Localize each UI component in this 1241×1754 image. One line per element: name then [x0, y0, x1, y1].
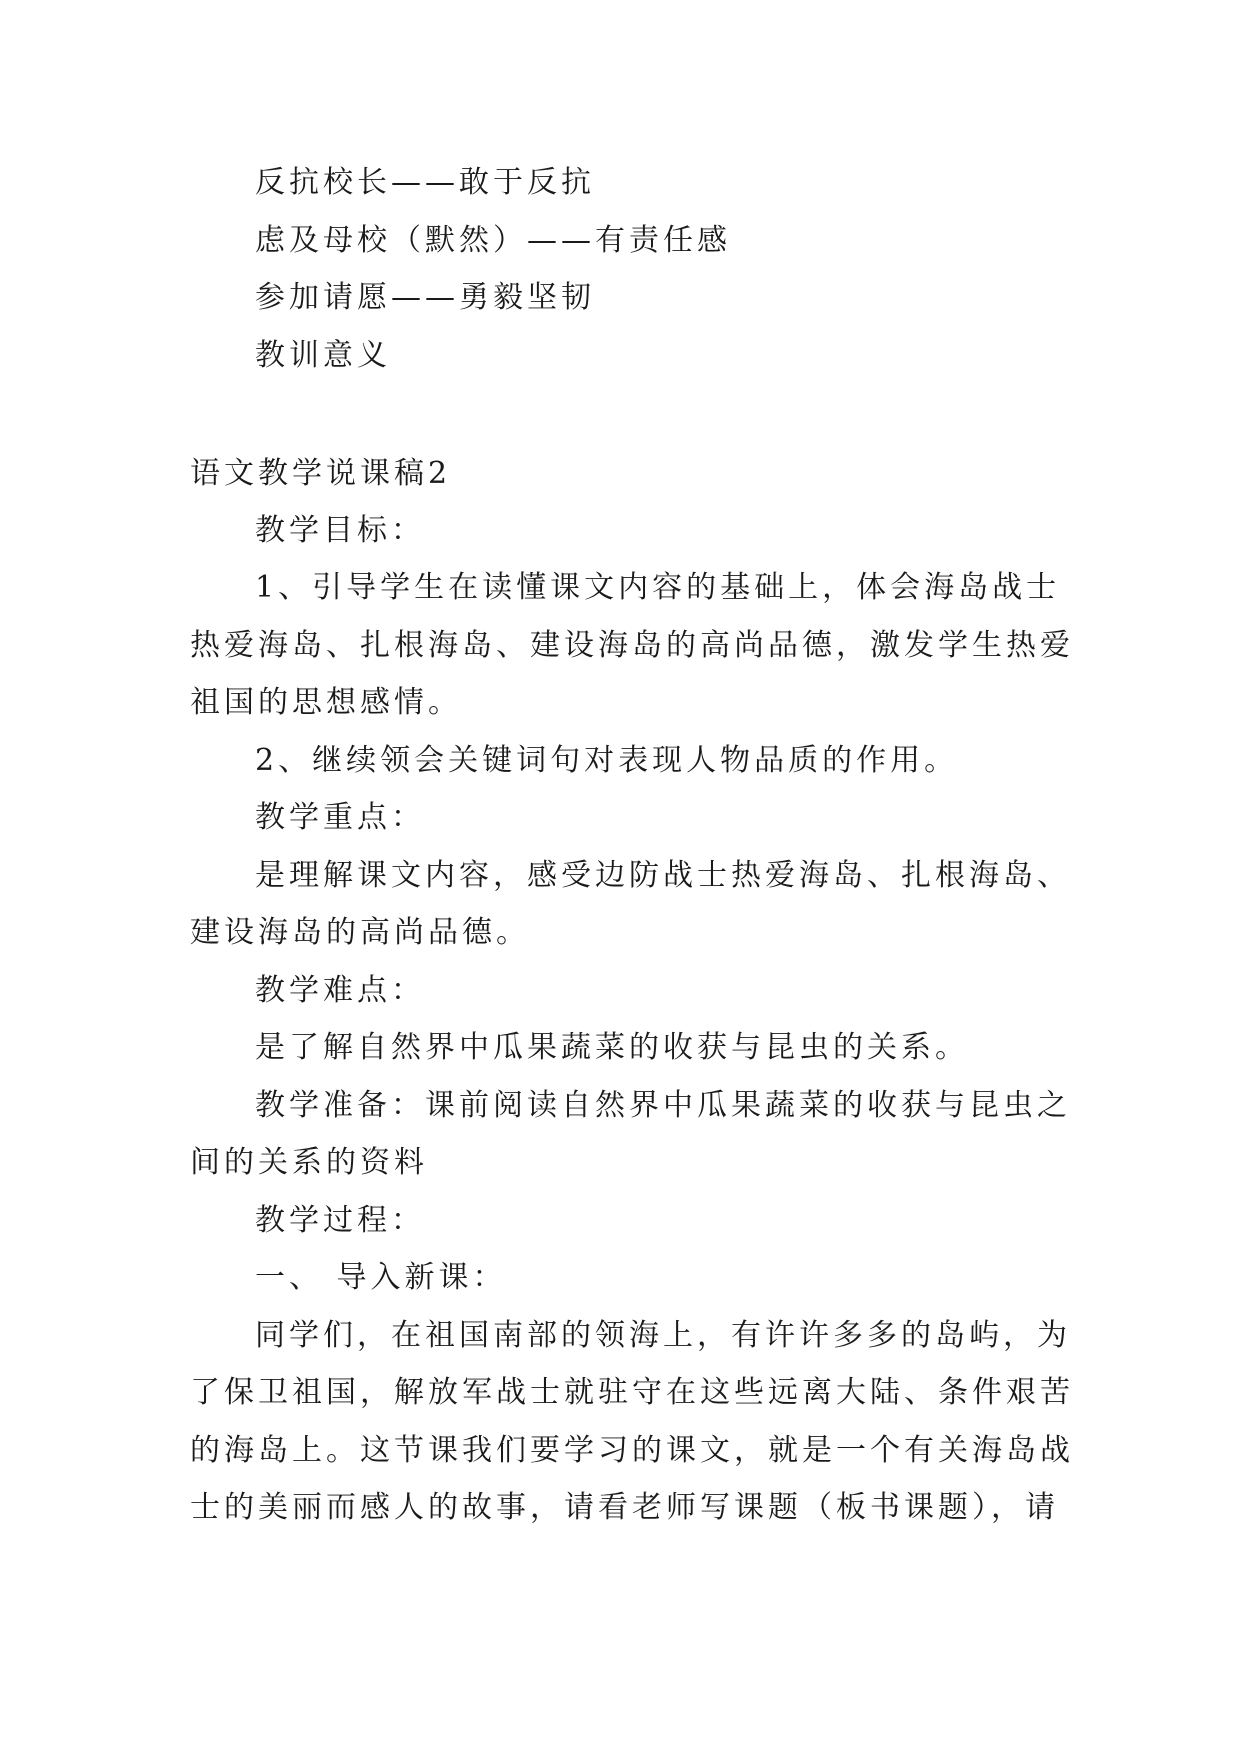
text-line: 热爱海岛、扎根海岛、建设海岛的高尚品德，激发学生热爱 [190, 628, 1074, 663]
text-line: 是理解课文内容，感受边防战士热爱海岛、扎根海岛、 [255, 858, 1071, 893]
text-line: 教学过程： [255, 1203, 425, 1238]
text-line: 同学们，在祖国南部的领海上，有许许多多的岛屿，为 [255, 1318, 1071, 1353]
text-line: 间的关系的资料 [190, 1145, 428, 1180]
text-line: 2、继续领会关键词句对表现人物品质的作用。 [255, 743, 959, 778]
text-line: 教学难点： [255, 973, 425, 1008]
text-line: 虑及母校（默然）——有责任感 [255, 223, 731, 258]
text-line: 一、 导入新课： [255, 1260, 507, 1295]
section-title: 语文教学说课稿2 [190, 456, 452, 491]
text-line: 建设海岛的高尚品德。 [190, 915, 530, 950]
text-line: 反抗校长——敢于反抗 [255, 165, 595, 200]
text-line: 教学目标： [255, 513, 425, 548]
text-line: 教训意义 [255, 338, 391, 373]
text-line: 教学准备：课前阅读自然界中瓜果蔬菜的收获与昆虫之 [255, 1088, 1071, 1123]
text-line: 了保卫祖国，解放军战士就驻守在这些远离大陆、条件艰苦 [190, 1375, 1074, 1410]
text-line: 的海岛上。这节课我们要学习的课文，就是一个有关海岛战 [190, 1433, 1074, 1468]
text-line: 士的美丽而感人的故事，请看老师写课题（板书课题），请 [190, 1490, 1059, 1525]
text-line: 教学重点： [255, 800, 425, 835]
text-line: 1、引导学生在读懂课文内容的基础上，体会海岛战士 [255, 570, 1061, 605]
text-line: 参加请愿——勇毅坚韧 [255, 280, 595, 315]
text-line: 祖国的思想感情。 [190, 685, 462, 720]
text-line: 是了解自然界中瓜果蔬菜的收获与昆虫的关系。 [255, 1030, 969, 1065]
